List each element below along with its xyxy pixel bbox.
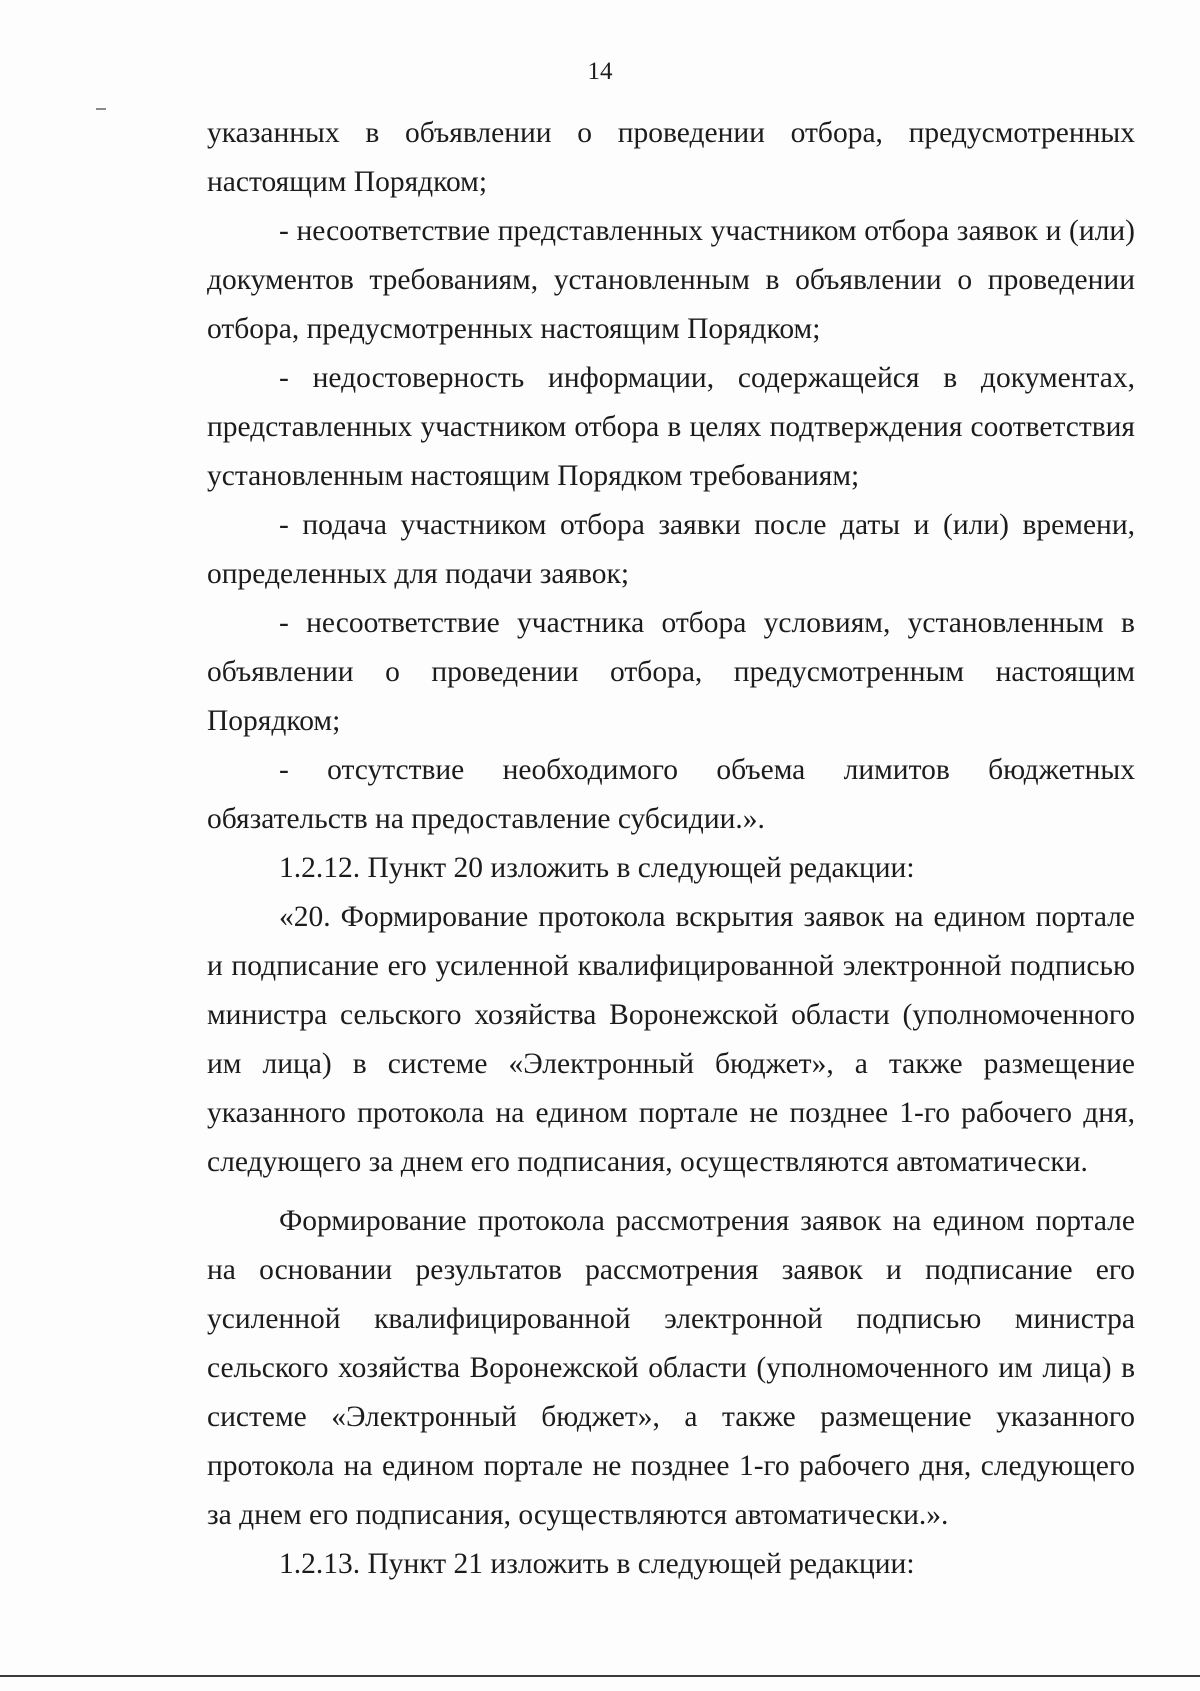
- document-body: [207, 109, 1135, 1589]
- bottom-scan-border: [0, 1675, 1200, 1677]
- paragraph-continuation: указанных в объявлении о проведении отбора, предусмотренных настоящим Порядком;: [207, 117, 1135, 198]
- list-item-budget-limits: - отсутствие необходимого объема лимитов бюджетных обязательств на предоставление субсидии.».: [207, 754, 1135, 835]
- list-item-participant-nonconformity: - несоответствие участника отбора условиям, установленным в объявлении о проведении отбора, предусмотренным настоящим Порядком;: [207, 607, 1135, 737]
- list-item-unreliable-information: - недостоверность информации, содержащейся в документах, представленных участником отбора в целях подтверждения соответствия установленным настоящим Порядком требованиям;: [207, 362, 1135, 492]
- clause-20-paragraph-1: «20. Формирование протокола вскрытия заявок на едином портале и подписание его усиленной квалифицированной электронной подписью министра сельского хозяйства Воронежской области (уполномоченного им лица) в системе «Электронный бюджет», а также размещение указанного протокола на едином портале не позднее 1-го рабочего дня, следующего за днем его подписания, осуществляются автоматически.: [207, 901, 1135, 1178]
- clause-1-2-12-heading: 1.2.12. Пункт 20 изложить в следующей редакции:: [279, 852, 915, 884]
- page-number: 14: [587, 58, 613, 85]
- scan-edge-mark: [96, 108, 106, 110]
- list-item-nonconformity-documents: - несоответствие представленных участником отбора заявок и (или) документов требованиям, установленным в объявлении о проведении отбора, предусмотренных настоящим Порядком;: [207, 215, 1135, 345]
- clause-1-2-13-heading: 1.2.13. Пункт 21 изложить в следующей редакции:: [279, 1548, 915, 1580]
- clause-20-paragraph-2: Формирование протокола рассмотрения заявок на едином портале на основании результатов рассмотрения заявок и подписание его усиленной квалифицированной электронной подписью министра сельского хозяйства Воронежской области (уполномоченного им лица) в системе «Электронный бюджет», а также размещение указанного протокола на едином портале не позднее 1-го рабочего дня, следующего за днем его подписания, осуществляются автоматически.».: [207, 1205, 1135, 1531]
- list-item-late-submission: - подача участником отбора заявки после даты и (или) времени, определенных для подачи заявок;: [207, 509, 1135, 590]
